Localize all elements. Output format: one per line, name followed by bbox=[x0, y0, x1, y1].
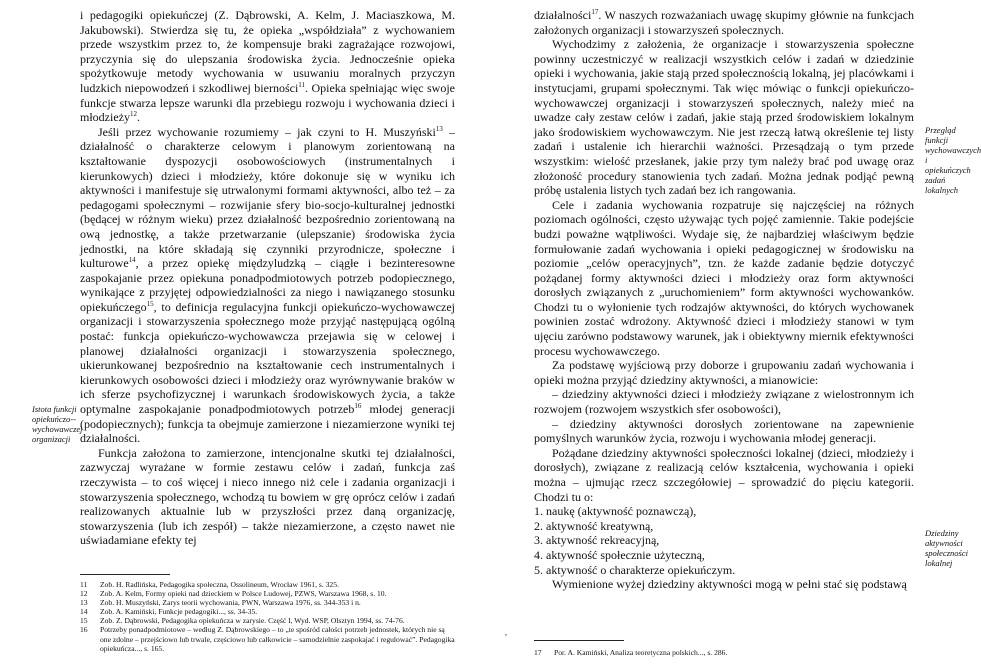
numbered-item: 2. aktywność kreatywną, bbox=[534, 518, 654, 533]
numbered-item: 1. naukę (aktywność poznawczą), bbox=[534, 504, 697, 519]
gutter-mark: , bbox=[505, 628, 507, 637]
right-margin-note-2: Dziedziny aktywności społeczności lokalnej bbox=[925, 528, 968, 568]
left-margin-note: Istota funkcji opiekuńczo--wychowawczej organizacji bbox=[32, 404, 83, 444]
footnote: 16 Potrzeby ponadpodmiotowe – według Z. Dąbrowskiego – to „te spośród całości potrzeb jednostek, których nie są one zdolne – przejściowo lub trwale, częściowo lub całkowicie – samodzielnie zaspokajać i regulować”. Pedagogika opiekuńcza..., s. 165. bbox=[80, 625, 455, 653]
left-paragraph-1: i pedagogiki opiekuńczej (Z. Dąbrowski, A. Kelm, J. Maciaszkowa, M. Jakubowski). Stwierdza się tu, że opieka „współdziała” z wychowaniem przede wszystkim przez to, że kompensuje braki zagrażające rozwojowi, przyczynia się do ulepszania środowiska życia. Jednocześnie opieka spożytkowuje metody wychowania w usuwaniu moralnych przyczyn ludzkich niepowodzeń i szkodliwej bierności$^{11}$. Opieka spełniając więc swoje funkcje stwarza lepsze warunki dla przebiegu rozwoju i wychowania dzieci i młodzieży$^{12}$. bbox=[80, 8, 456, 125]
numbered-item: 4. aktywność społecznie użyteczną, bbox=[534, 547, 705, 562]
right-paragraph-4: Pożądane dziedziny aktywności społeczności lokalnej (dzieci, młodzieży i dorosłych), związane z realizacją celów kształcenia, wychowania i opieki można – ujmując rzecz szczegółowiej – sprowadzić do pięciu kategorii. Chodzi tu o: bbox=[534, 445, 914, 504]
dash-item: – dziedziny aktywności dzieci i młodzieży związane z wielostronnym ich rozwojem (rozwojem wszystkich sfer osobowości), bbox=[534, 387, 914, 417]
footnote: 15 Zob. Z. Dąbrowski, Pedagogika opiekuńcza w zarysie. Część I, Wyd. WSP, Olsztyn 1994, ss. 74-76. bbox=[80, 616, 405, 626]
right-paragraph-3: Za podstawę wyjściową przy doborze i grupowaniu zadań wychowania i opieki można przyjąć dziedziny aktywności, a mianowicie: bbox=[534, 358, 914, 387]
left-footnote-rule bbox=[80, 574, 170, 575]
right-paragraph-2: Cele i zadania wychowania rozpatruje się najczęściej na różnych poziomach ogólności, często używając tych pojęć zamiennie. Takie podejście budzi poważne wątpliwości. Wydaje się, że najbardziej właściwym będzie formułowanie zadań wychowania i opieki pedagogicznej w środowisku na poziomie „celów operacyjnych”, tzn. że każde zadanie będzie dotyczyć pożądanej formy aktywności dzieci i młodzieży oraz form aktywności dorosłych związanych z „uruchomieniem” form aktywności wychowanków. Chodzi tu o wyłonienie tych rodzajów aktywności, do których wychowanek powinien zostać wdrożony. Aktywność dzieci i młodzieży stanowi w tym ujęciu zarówno podstawowy warunek, jak i obiektywny miernik efektywności procesu wychowawczego. bbox=[534, 197, 914, 358]
right-intro: działalności$^{17}$. W naszych rozważaniach uwagę skupimy głównie na funkcjach założonych organizacji i stowarzyszeń społecznych. bbox=[534, 8, 914, 37]
right-body-text bbox=[534, 8, 914, 592]
left-footnotes bbox=[80, 580, 455, 653]
footnote: 13 Zob. H. Muszyński, Zarys teorii wychowania, PWN, Warszawa 1976, ss. 344-353 i n. bbox=[80, 598, 361, 608]
right-margin-note-1: Przegląd funkcji wychowawczych i opiekuńczych zadań lokalnych bbox=[925, 125, 981, 195]
footnote: 14 Zob. A. Kamiński, Funkcje pedagogiki..., ss. 34-35. bbox=[80, 607, 258, 617]
right-footnotes bbox=[534, 648, 914, 657]
footnote: 11 Zob. H. Radlińska, Pedagogika społeczna, Ossolineum, Wrocław 1961, s. 325. bbox=[80, 580, 339, 589]
left-paragraph-2: Jeśli przez wychowanie rozumiemy – jak czyni to H. Muszyński$^{13}$ – działalność o charakterze celowym i planowym zorientowaną na kształtowanie dyspozycji osobowościowych (instrumentalnych i kierunkowych) dzieci i młodzieży, które dokonuje się w wyniku ich aktywności i manifestuje się utrwalonymi formami aktywności, albo też – za pedagogami społecznymi – rozwijanie sfery bio-socjo-kulturalnej jednostki (będącej w różnym wieku) przez działalność bezpośrednio zorientowaną na ową jednostkę, a także przetwarzanie (ulepszanie) środowiska życia jednostki, na które składają się czynniki przyrodnicze, społeczne i kulturowe$^{14}$, a przez opiekę międzyludzką – ciągłe i bezinteresowne zaspokajanie przez opiekuna ponadpodmiotowych potrzeb podopiecznego, wynikające z przyjętej odpowiedzialności za niego i nawiązanego stosunku opiekuńczego$^{15}$, to definicja regulacyjna funkcji opiekuńczo-wychowawczej organizacji i stowarzyszenia społecznego może przyjąć następującą ogólną postać: funkcja opiekuńczo-wychowawcza przejawia się w celowej i planowej działalności organizacji i stowarzyszenia społecznego, ukierunkowanej bezpośrednio na kształtowanie cech instrumentalnych i kierunkowych osobowości dzieci i młodzieży oraz wyrównywanie braków w ich sferze psychofizycznej i warunkach środowiskowych życia, a także optymalne zaspokajanie ponadpodmiotowych potrzeb$^{16}$ młodej generacji (podopiecznych); funkcja ta obejmuje zamierzone i niezamierzone wyniki tej działalności. bbox=[80, 124, 455, 446]
right-page bbox=[474, 0, 981, 670]
left-body-text bbox=[80, 8, 455, 548]
right-footnote-rule bbox=[534, 640, 624, 641]
left-page bbox=[0, 0, 470, 670]
footnote: 17 Por. A. Kamiński, Analiza teoretyczna polskich..., s. 286. bbox=[534, 648, 728, 657]
dash-item: – dziedziny aktywności dorosłych zorientowane na zapewnienie pomyślnych warunków życia, rozwoju i wychowania młodej generacji. bbox=[534, 416, 914, 446]
numbered-item: 3. aktywność rekreacyjną, bbox=[534, 533, 660, 548]
right-paragraph-1: Wychodzimy z założenia, że organizacje i stowarzyszenia społeczne powinny uczestniczyć w realizacji wszystkich celów i zadań w dziedzinie opieki i wychowania, jakie stają przed społecznością lokalną, jej placówkami i instytucjami, grupami społecznymi. Tak więc mówiąc o funkcji opiekuńczo-wychowawczej organizacji i stowarzyszeń społecznych, należy mieć na uwadze cały zestaw celów i zadań, jakie stają przed środowiskiem lokalnym jako środowiskiem wychowawczym. Nie jest rzeczą łatwą określenie tej listy zadań i ustalenie ich hierarchii ważności. Przesądzają o tym przede wszystkim: wielość przesłanek, jakie przy tym należy brać pod uwagę oraz złożoność procedury stanowienia tych zadań. Można jednak podjąć pewną próbę ustalenia listych tych zadań bez ich rangowania. bbox=[534, 37, 914, 198]
numbered-item: 5. aktywność o charakterze opiekuńczym. bbox=[534, 562, 736, 577]
left-paragraph-3: Funkcja założona to zamierzone, intencjonalne skutki tej działalności, zazwyczaj wyrażane w formie zestawu celów i zadań, funkcja zaś rzeczywista – to coś więcej i nieco innego niż cele i zadania organizacji i stowarzyszenia społecznego, wchodzą tu bowiem w grę oprócz celów i zadań realizowanych aktualnie lub w przyszłości przez daną organizację, stowarzyszenia (lub ich zespół) – także niezamierzone, a często nawet nie uświadamiane efekty tej bbox=[80, 445, 455, 548]
footnote: 12 Zob. A. Kelm, Formy opieki nad dzieckiem w Polsce Ludowej, PZWS, Warszawa 1968, s. 10. bbox=[80, 589, 387, 599]
right-closing-line: Wymienione wyżej dziedziny aktywności mogą w pełni stać się podstawą bbox=[552, 577, 907, 592]
